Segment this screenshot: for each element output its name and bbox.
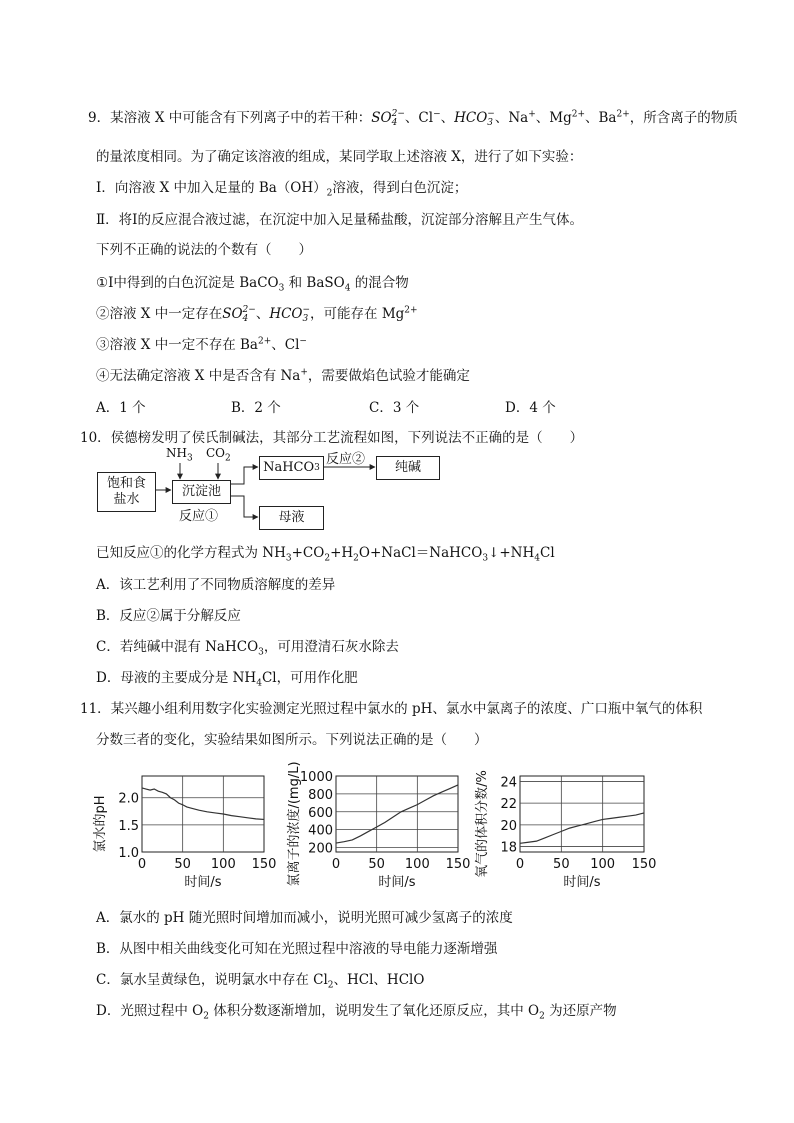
q10-flow-diagram <box>0 0 794 540</box>
flow-label-reaction-2: 反应② <box>326 452 366 467</box>
flow-box-precipitation-tank: 沉淀池 <box>172 480 231 504</box>
q10-option-a[interactable]: A．该工艺利用了不同物质溶解度的差异 <box>96 577 336 593</box>
chart-3-ytick-label: 24 <box>500 775 517 791</box>
q10-option-c[interactable]: C．若纯碱中混有 NaHCO$_3$，可用澄清石灰水除去 <box>96 639 399 658</box>
chart-1-xlabel: 时间/s <box>184 875 222 890</box>
q11-charts <box>0 756 794 896</box>
chart-2-xtick-label: 100 <box>404 857 430 872</box>
q9-step2: Ⅱ．将Ⅰ的反应混合液过滤，在沉淀中加入足量稀盐酸，沉淀部分溶解且产生气体。 <box>96 212 584 228</box>
q9-option-d[interactable]: D．4 个 <box>505 400 556 416</box>
q11-stem-line1: 11．某兴趣小组利用数字化实验测定光照过程中氯水的 pH、氯水中氯离子的浓度、广口瓶中氧气的体积 <box>80 701 703 717</box>
q9-option-c[interactable]: C．3 个 <box>369 400 420 416</box>
chart-1-ytick-label: 2.0 <box>118 791 139 807</box>
chart-2-ytick-label: 1000 <box>299 770 333 785</box>
flow-box-saturated-brine: 饱和食 盐水 <box>97 472 156 512</box>
chart-3-xtick-label: 50 <box>553 857 570 872</box>
q9-ask: 下列不正确的说法的个数有（ ） <box>96 242 312 258</box>
q9-statement-3: ③溶液 X 中一定不存在 $Ba^{2+}$、Cl− <box>96 336 307 353</box>
chart-2-ytick-label: 800 <box>308 787 333 803</box>
chart-3-ytick-label: 18 <box>500 840 517 856</box>
q11-option-a[interactable]: A．氯水的 pH 随光照时间增加而减小，说明光照可减少氢离子的浓度 <box>96 910 513 926</box>
q10-known-equation: 已知反应①的化学方程式为 $NH_3+CO_2+H_2O+NaCl=NaHCO_3↓+NH_4Cl$ <box>96 545 555 564</box>
q11-option-c[interactable]: C．氯水呈黄绿色，说明氯水中存在 $Cl_2$、HCl、HClO <box>96 972 425 991</box>
flow-box-mother-liquor: 母液 <box>259 506 324 530</box>
chart-3-ylabel: 氧气的体积分数/% <box>475 770 490 878</box>
chart-2-ytick-label: 200 <box>308 841 333 857</box>
chart-1-xtick-label: 50 <box>174 857 191 872</box>
chart-1-xtick-label: 100 <box>210 857 236 872</box>
q10-stem: 10．侯德榜发明了侯氏制碱法，其部分工艺流程如图，下列说法不正确的是（ ） <box>80 430 584 446</box>
flow-box-nahco3: NaHCO 3 <box>259 456 324 480</box>
chart-3-ytick-label: 22 <box>500 797 517 813</box>
chart-2-xtick-label: 150 <box>445 857 471 872</box>
chart-2-xtick-label: 0 <box>331 857 341 872</box>
chart-1-ytick-label: 1.5 <box>118 818 139 834</box>
flow-label-nh3: $NH_3$ <box>166 446 193 464</box>
chart-1-xtick-label: 150 <box>251 857 277 872</box>
chart-2-ytick-label: 600 <box>308 805 333 821</box>
q9-stem-line2: 的量浓度相同。为了确定该溶液的组成，某同学取上述溶液 X，进行了如下实验： <box>96 149 583 165</box>
chart-2-ylabel: 氯离子的浓度/(mg/L) <box>287 761 302 887</box>
q9-statement-4: ④无法确定溶液 X 中是否含有 Na+，需要做焰色试验才能确定 <box>96 367 470 384</box>
q9-statement-1: ①Ⅰ中得到的白色沉淀是 BaCO$_3$ 和 BaSO$_4$ 的混合物 <box>96 275 409 294</box>
chart-2-ytick-label: 400 <box>308 823 333 839</box>
chart-2-xtick-label: 50 <box>368 857 385 872</box>
chart-3-ytick-label: 20 <box>500 818 517 834</box>
q9-stem-line1: 9．某溶液 X 中可能含有下列离子中的若干种：SO 2− 4 、Cl−、HCO − 3 、Na+、$Mg^{2+}$、$Ba^{2+}$，所含离子的物质 <box>88 108 738 128</box>
q10-option-b[interactable]: B．反应②属于分解反应 <box>96 608 241 624</box>
chart-3-xtick-label: 100 <box>590 857 616 872</box>
chart-3-series-line <box>520 813 644 843</box>
chart-1-frame <box>142 776 264 852</box>
flow-box-soda-ash: 纯碱 <box>376 456 440 480</box>
q9-statement-2: ②溶液 X 中一定存在SO 2− 4 、HCO − 3 ，可能存在 $Mg^{2+}$ <box>96 304 418 324</box>
chart-1-ylabel: 氯水的pH <box>93 795 108 853</box>
chart-2-xlabel: 时间/s <box>378 875 416 890</box>
chart-1-ytick-label: 1.0 <box>118 846 139 861</box>
q9-option-a[interactable]: A．1 个 <box>96 400 146 416</box>
q11-option-d[interactable]: D．光照过程中 $O_2$ 体积分数逐渐增加，说明发生了氧化还原反应，其中 $O_2$ 为还原产物 <box>96 1003 617 1022</box>
q11-stem-line2: 分数三者的变化，实验结果如图所示。下列说法正确的是（ ） <box>96 732 488 748</box>
flow-label-reaction-1: 反应① <box>179 509 219 524</box>
q10-option-d[interactable]: D．母液的主要成分是 $NH_4Cl$，可用作化肥 <box>96 670 358 689</box>
chart-3-xtick-label: 150 <box>631 857 657 872</box>
chart-3-xtick-label: 0 <box>515 857 525 872</box>
chart-3-xlabel: 时间/s <box>563 875 601 890</box>
chart-1-series-line <box>142 788 264 819</box>
q9-step1: Ⅰ．向溶液 X 中加入足量的 $Ba(OH)_2$溶液，得到白色沉淀； <box>96 180 468 199</box>
q11-option-b[interactable]: B．从图中相关曲线变化可知在光照过程中溶液的导电能力逐渐增强 <box>96 941 498 957</box>
chart-1-xtick-label: 0 <box>137 857 147 872</box>
flow-label-co2: $CO_2$ <box>206 446 231 464</box>
q9-option-b[interactable]: B．2 个 <box>231 400 281 416</box>
